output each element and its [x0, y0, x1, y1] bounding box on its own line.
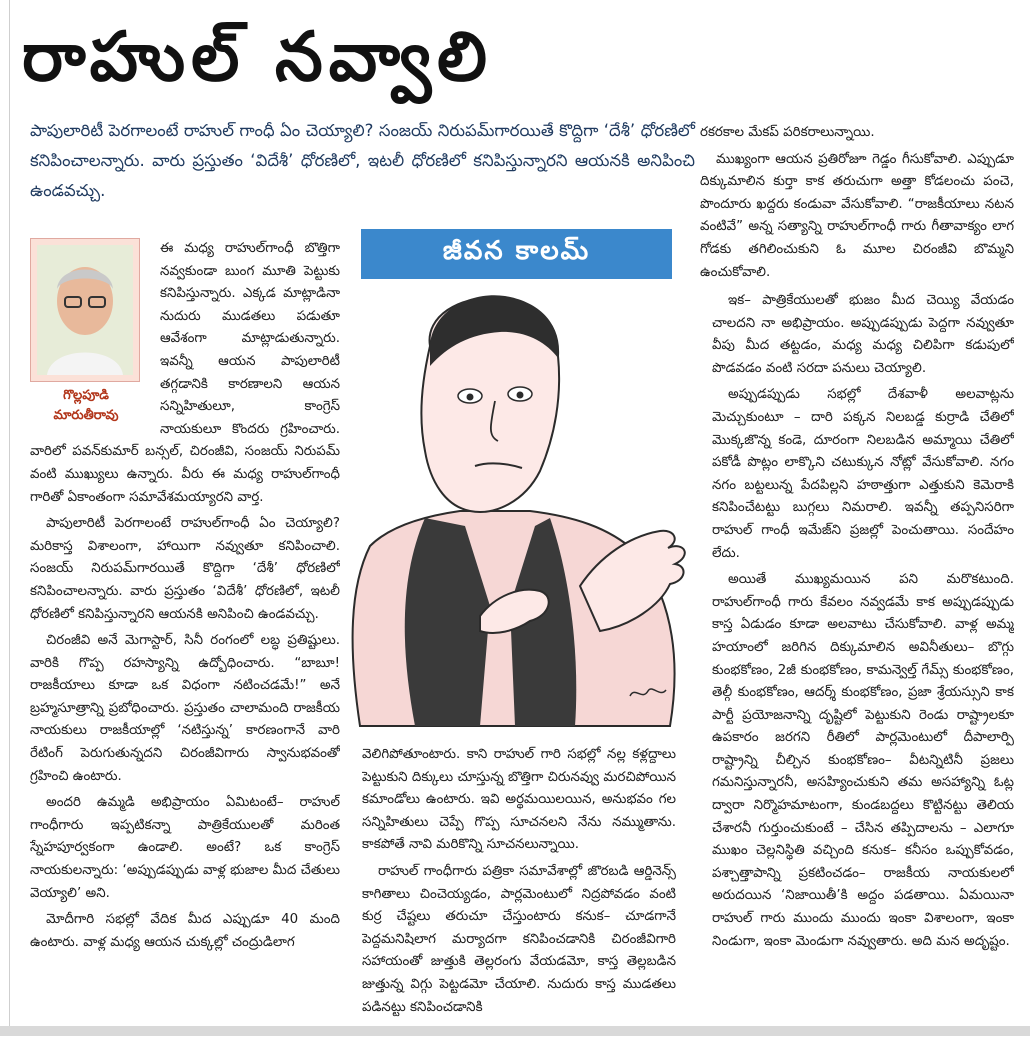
intro-paragraph: పాపులారిటీ పెరగాలంటే రాహుల్ గాంధీ ఏం చెయ్యాలి? సంజయ్ నిరుపమ్‌గారయితే కొద్దిగా ‘దేశీ’ ధోరణిలో కనిపించాలన్నారు. వారు ప్రస్తుతం ‘విదేశీ’ ధోరణిలో, ఇటలీ ధోరణిలో కనిపిస్తున్నారని ఆయనకి అనిపించి ఉండవచ్చు. [30, 121, 695, 200]
bottom-rule [0, 1026, 1030, 1036]
body-column-3-top [700, 122, 1014, 290]
body-paragraph: రాహుల్ గాంధీగారు పత్రికా సమావేశాల్లో జొరబడి ఆర్డినెన్స్ కాగితాలు చించెయ్యడం, పార్లమెంటులో నిద్రపోవడం వంటి కుర్ర చేష్టలు తరుచూ చేస్తుంటారు కనుక– చూడగానే పెద్దమనిషిలాగ మర్యాదగా కనిపించడానికి చిరంజీవిగారి సహాయంతో జుత్తుకి తెల్లరంగు వేయడమో, కాస్త తెల్లబడిన జుత్తున్న విగ్గు పెట్టడమో చేయాలి. నుదురు కాస్త ముడతలు పడినట్టు కనిపించడానికి [362, 863, 676, 1015]
author-portrait-icon [37, 245, 133, 375]
body-paragraph: ఈ మధ్య రాహుల్‌గాంధీ బొత్తిగా నవ్వకుండా బుంగ మూతి పెట్టుకు కనిపిస్తున్నారు. ఎక్కడ మాట్లాడినా నుదురు ముడతలు పడుతూ ఆవేశంగా మాట్లాడుతున్నారు. ఇవన్నీ ఆయన పాపులారిటీ తగ్గడానికి కారణాలని ఆయన సన్నిహితులూ, కాంగ్రెస్ నాయకులూ కొందరు గ్రహించారు. వారిలో పవన్‌కుమార్ బన్సల్, చిరంజీవి, సంజయ్ నిరుపమ్ వంటి ముఖ్యులు ఉన్నారు. వీరు ఈ మధ్య రాహుల్‌గాంధీ గారితో ఏకాంతంగా సమావేశమయ్యారని వార్త. [30, 241, 340, 505]
body-paragraph: అప్పుడప్పుడు సభల్లో దేశవాళీ అలవాట్లను మెచ్చుకుంటూ – దారి పక్కన నిలబడ్డ కుర్రాడి చేతిలో మొక్కజొన్న కండె, దూరంగా నిలబడిన అమ్మాయి చేతిలో పకోడీ పొట్లం లాక్కొని చటుక్కున నోట్లో వేసుకోవాలి. నగం నగం బట్టలున్న పేదపిల్లని హఠాత్తుగా ఎత్తుకుని కెమెరాకి కనిపించేటట్టు బుగ్గలు నిమరాలి. ఇవన్నీ తప్పనిసరిగా రాహుల్ గాంధీ ఇమేజ్‌ని ప్రజల్లో పెంచుతాయి. సందేహం లేదు. [712, 387, 1014, 561]
body-paragraph: వెలిగిపోతూంటారు. కాని రాహుల్ గారి సభల్లో నల్ల కళ్లద్దాలు పెట్టుకుని దిక్కులు చూస్తున్న బొత్తిగా చిరునవ్వు మరచిపోయిన కమాండోలు ఉంటారు. ఇవి అర్థమయిలయిన, అనుభవం గల సన్నిహితులు చెప్పే గొప్ప సూచనలని నేను నమ్ముతాను. కాకపోతే నావి మరికొన్ని సూచనలున్నాయి. [362, 747, 676, 853]
author-name-line2: మారుతీరావు [53, 408, 119, 423]
body-column-1 [30, 238, 340, 1028]
author-name [30, 386, 142, 426]
body-paragraph: రకరకాల మేకప్ పరికరాలున్నాయి. [700, 125, 875, 140]
body-paragraph: పాపులారిటీ పెరగాలంటే రాహుల్‌గాంధీ ఏం చెయ్యాలి? మరికాస్త విశాలంగా, హాయిగా నవ్వుతూ కనిపించాలి. సంజయ్ నిరుపమ్‌గారయితే కొద్దిగా ‘దేశీ’ ధోరణిలో కనిపించాలన్నారు. వారు ప్రస్తుతం ‘విదేశీ’ ధోరణిలో, ఇటలీ ధోరణిలో కనిపిస్తున్నారని ఆయనకి అనిపించి ఉండవచ్చు. [30, 516, 340, 622]
caricature-illustration [330, 286, 702, 730]
author-name-line1: గొల్లపూడి [63, 388, 109, 403]
author-photo-block [30, 238, 154, 434]
column-title-banner [361, 229, 672, 279]
head-shape [421, 295, 559, 512]
body-paragraph: చిరంజీవి అనే మెగాస్టార్, సినీ రంగంలో లబ్ధ ప్రతిష్టులు. వారికి గొప్ప రహస్యాన్ని ఉద్బోధించారు. “బాబూ! రాజకీయాలు కూడా ఒక విధంగా నటించడమే!” అనే బ్రహ్మసూత్రాన్ని ప్రబోధించారు. ప్రస్తుతం చాలామంది రాజకీయ నాయకులు రాజకీయాల్లో ‘నటిస్తున్న’ కారణంగానే వారి రేటింగ్ పెరుగుతున్నదని చిరంజీవిగారు స్వానుభవంతో గ్రహించి ఉంటారు. [30, 633, 340, 784]
author-photo [30, 238, 140, 382]
body-column-3 [712, 290, 1014, 1026]
column-title: జీవన కాలమ్ [442, 236, 591, 266]
body-paragraph: మోదీగారి సభల్లో వేదిక మీద ఎప్పుడూ 40 మంది ఉంటారు. వాళ్ల మధ్య ఆయన చుక్కల్లో చంద్రుడిలాగ [30, 912, 340, 950]
body-paragraph: అయితే ముఖ్యమయిన పని మరొకటుంది. రాహుల్‌గాంధీ గారు కేవలం నవ్వడమే కాక అప్పుడప్పుడు కాస్త ఏడుడం కూడా అలవాటు చేసుకోవాలి. వాళ్ల అమ్మ హయాంలో జరిగిన దిక్కుమాలిన అవినీతులు– బొగ్గు కుంభకోణం, 2జీ కుంభకోణం, కామన్వెల్త్ గేమ్స్ కుంభకోణం, తెల్గీ కుంభకోణం, ఆదర్శ్ కుంభకోణం, ప్రజా శ్రేయస్సుని కాక పార్టీ ప్రయోజనాన్ని దృష్టిలో పెట్టుకుని రెండు రాష్ట్రాలకూ ఉపకారం జరగని రీతిలో పార్లమెంటులో దీపాలార్పి రాష్ట్రాన్ని చీల్చిన కుంభకోణం– వీటన్నిటినీ ప్రజలు గమనిస్తున్నారనీ, అసహ్యించుకుని తమ అసహ్యాన్ని ఓట్ల ద్వారా నిర్మొహమాటంగా, కుండబద్దలు కొట్టినట్టు తెలియ చేశారనీ గుర్తుంచుకుంటే – చేసిన తప్పిదాలను – ఎలాగూ ముఖం చెల్లనిస్థితి వచ్చింది కనుక– కనీసం ఒప్పుకోవడం, పశ్చాత్తాపాన్ని ప్రకటించడం– రాజకీయ నాయకులలో అరుదయిన ‘నిజాయితీ’కి అద్దం పడతాయి. ఏమయినా రాహుల్ గారు ముందు ముందు ఇంకా విశాలంగా, ఇంకా నిండుగా, ఇంకా మెండుగా నవ్వుతారు. అది మన అదృష్టం. [712, 572, 1014, 949]
body-paragraph: అందరి ఉమ్మడి అభిప్రాయం ఏమిటంటే– రాహుల్ గాంధీగారు ఇప్పటికన్నా పాత్రికేయులతో మరింత స్నేహపూర్వకంగా ఉండాలి. అంటే? ఒక కాంగ్రెస్ నాయకులన్నారు: ‘అప్పుడప్పుడు వాళ్ల భుజాల మీద చేతులు వెయ్యాలి’ అని. [30, 795, 340, 901]
left-margin-rule [0, 0, 10, 1030]
body-column-2 [362, 744, 676, 1026]
body-paragraph: ముఖ్యంగా ఆయన ప్రతిరోజూ గెడ్డం గీసుకోవాలి. ఎప్పుడూ దిక్కుమాలిన కుర్తా కాక తరుచుగా అత్తా కోడలంచు పంచె, పొందూరు ఖద్దరు కండువా వేసుకోవాలి. “రాజకీయాలు నటన వంటివే” అన్న సత్యాన్ని రాహుల్‌గాంధీ గారు గీతావాక్యం లాగ గోడకు తగిలించుకుని ఓ మూల చిరంజీవి బొమ్మని ఉంచుకోవాలి. [700, 151, 1014, 280]
headline: రాహుల్ నవ్వాలి [22, 18, 493, 97]
body-paragraph: ఇక– పాత్రికేయులతో భుజం మీద చెయ్యి వేయడం చాలదని నా అభిప్రాయం. అప్పుడప్పుడు పెద్దగా నవ్వుతూ వీపు మీద తట్టడం, మధ్య మధ్య చిలిపిగా కడుపులో పొడవడం వంటి సరదా పనులు చెయ్యాలి. [712, 293, 1014, 376]
